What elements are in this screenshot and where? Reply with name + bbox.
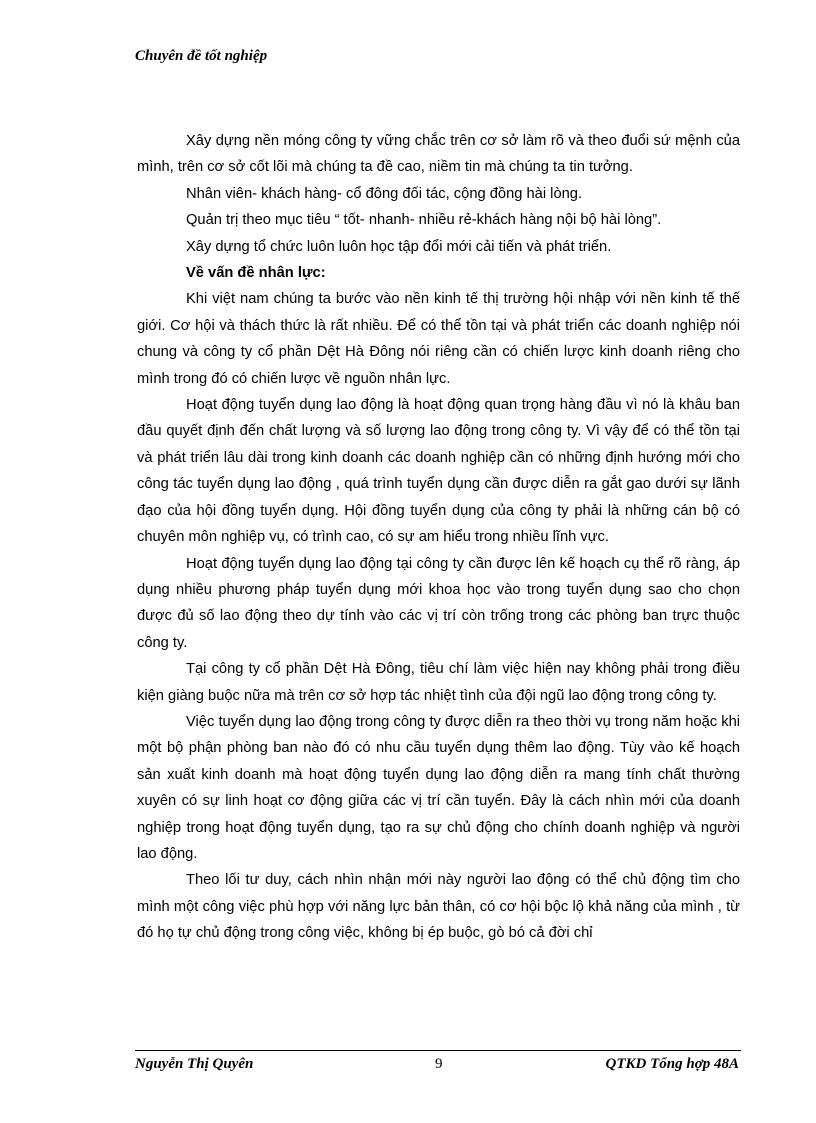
footer-divider xyxy=(135,1050,741,1051)
page-footer xyxy=(135,1056,741,1076)
document-body xyxy=(137,128,740,947)
body-paragraph: Theo lối tư duy, cách nhìn nhận mới này người lao động có thể chủ động tìm cho mình một công việc phù hợp với năng lực bản thân, có cơ hội bộc lộ khả năng của mình , từ đó họ tự chủ động trong công việc, không bị ép buộc, gò bó cả đời chỉ xyxy=(137,872,740,942)
section-heading: Về vấn đề nhân lực: xyxy=(186,265,326,282)
body-paragraph: Nhân viên- khách hàng- cổ đông đối tác, cộng đồng hài lòng. xyxy=(186,185,583,202)
body-paragraph: Khi việt nam chúng ta bước vào nền kinh tế thị trường hội nhập với nền kinh tế thế giới. Cơ hội và thách thức là rất nhiều. Để có thể tồn tại và phát triển các doanh nghiệp nói chung và công ty cổ phần Dệt Hà Đông nói riêng cần có chiến lược kinh doanh riêng cho mình trong đó có chiến lược về nguồn nhân lực. xyxy=(137,291,740,387)
footer-author: Nguyễn Thị Quyên xyxy=(135,1056,254,1072)
footer-class-name: QTKD Tổng hợp 48A xyxy=(605,1056,739,1072)
body-paragraph: Hoạt động tuyển dụng lao động là hoạt động quan trọng hàng đầu vì nó là khâu ban đầu quyết định đến chất lượng và số lượng lao động trong công ty. Vì vậy để có thể tồn tại và phát triển lâu dài trong kinh doanh các doanh nghiệp cần có những định hướng mới cho công tác tuyển dụng lao động , quá trình tuyển dụng cần được diễn ra gắt gao dưới sự lãnh đạo của hội đồng tuyển dụng. Hội đồng tuyển dụng của công ty phải là những cán bộ có chuyên môn nghiệp vụ, có trình cao, có sự am hiểu trong nhiều lĩnh vực. xyxy=(137,397,740,546)
body-paragraph: Xây dựng nền móng công ty vững chắc trên cơ sở làm rõ và theo đuổi sứ mệnh của mình, trên cơ sở cốt lõi mà chúng ta đề cao, niềm tin mà chúng ta tin tưởng. xyxy=(137,133,740,176)
body-paragraph: Xây dựng tổ chức luôn luôn học tập đổi mới cải tiến và phát triển. xyxy=(186,238,612,255)
body-paragraph: Tại công ty cổ phần Dệt Hà Đông, tiêu chí làm việc hiện nay không phải trong điều kiện giàng buộc nữa mà trên cơ sở hợp tác nhiệt tình của đội ngũ lao động trong công ty. xyxy=(137,661,740,704)
body-paragraph: Việc tuyển dụng lao động trong công ty được diễn ra theo thời vụ trong năm hoặc khi một bộ phận phòng ban nào đó có nhu cầu tuyển dụng thêm lao động. Tùy vào kế hoạch sản xuất kinh doanh mà hoạt động tuyển dụng lao động diễn ra mang tính chất thường xuyên có sự linh hoạt cơ động giữa các vị trí cần tuyển. Đây là cách nhìn mới của doanh nghiệp trong hoạt động tuyển dụng, tạo ra sự chủ động cho chính doanh nghiệp và người lao động. xyxy=(137,713,740,862)
body-paragraph: Hoạt động tuyển dụng lao động tại công ty cần được lên kế hoạch cụ thể rõ ràng, áp dụng nhiều phương pháp tuyển dụng mới khoa học vào trong tuyển dụng sao cho chọn được đủ số lao động theo dự tính vào các vị trí còn trống trong các phòng ban trực thuộc công ty. xyxy=(137,555,740,651)
page-header-title: Chuyên đề tốt nghiệp xyxy=(135,48,268,64)
page-number: 9 xyxy=(435,1056,443,1072)
body-paragraph: Quản trị theo mục tiêu “ tốt- nhanh- nhiều rẻ-khách hàng nội bộ hài lòng”. xyxy=(186,212,662,229)
